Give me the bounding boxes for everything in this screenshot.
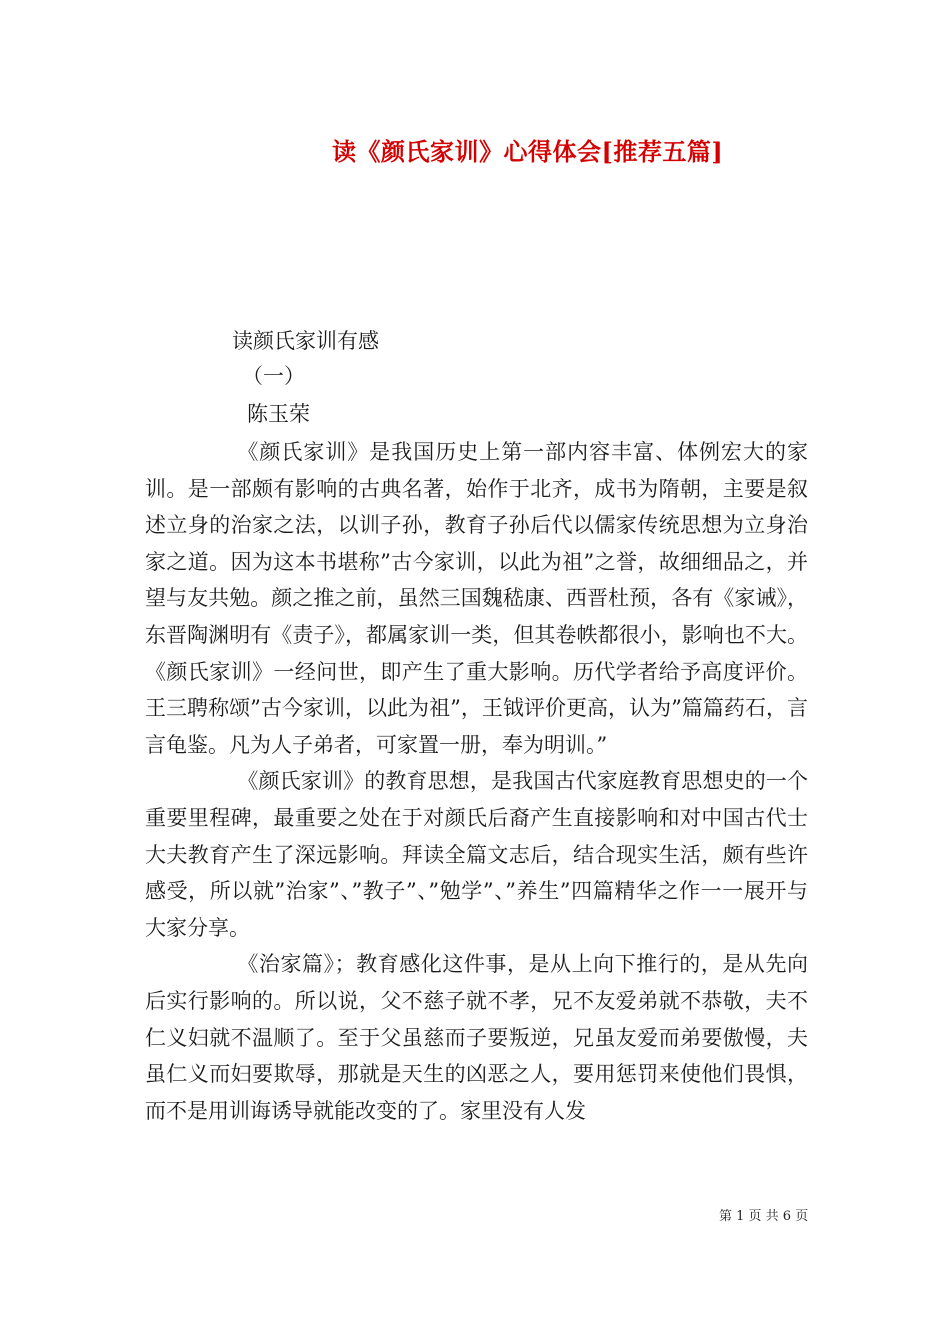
paragraph: 《颜氏家训》的教育思想，是我国古代家庭教育思想史的一个重要里程碑，最重要之处在于对颜氏后裔产生直接影响和对中国古代士大夫教育产生了深远影响。拜读全篇文志后，结合现实生活，颇有些许感受，所以就”治家”、”教子”、”勉学”、”养生”四篇精华之作一一展开与大家分享。 xyxy=(145,769,808,940)
article-body xyxy=(145,434,808,1129)
subtitle: 读颜氏家训有感 xyxy=(232,329,379,353)
page-number-footer: 第 1 页 共 6 页 xyxy=(719,1209,809,1224)
paragraph: 《治家篇》；教育感化这件事，是从上向下推行的，是从先向后实行影响的。所以说，父不慈子就不孝，兄不友爱弟就不恭敬，夫不仁义妇就不温顺了。至于父虽慈而子要叛逆，兄虽友爱而弟要傲慢，夫虽仁义而妇要欺辱，那就是天生的凶恶之人，要用惩罚来使他们畏惧，而不是用训诲诱导就能改变的了。家里没有人发 xyxy=(145,952,808,1123)
document-title: 读《颜氏家训》心得体会[推荐五篇] xyxy=(332,137,724,166)
paragraph: 《颜氏家训》是我国历史上第一部内容丰富、体例宏大的家训。是一部颇有影响的古典名著，始作于北齐，成书为隋朝，主要是叙述立身的治家之法，以训子孙，教育子孙后代以儒家传统思想为立身治家之道。因为这本书堪称”古今家训，以此为祖”之誉，故细细品之，并望与友共勉。颜之推之前，虽然三国魏嵇康、西晋杜预，各有《家诫》，东晋陶渊明有《责子》，都属家训一类，但其卷帙都很小，影响也不大。《颜氏家训》一经问世，即产生了重大影响。历代学者给予高度评价。王三聘称颂”古今家训，以此为祖”，王钺评价更高，认为”篇篇药石，言言龟鉴。凡为人子弟者，可家置一册，奉为明训。” xyxy=(145,440,808,757)
author-name: 陈玉荣 xyxy=(247,402,310,426)
section-number: （一） xyxy=(242,364,305,388)
